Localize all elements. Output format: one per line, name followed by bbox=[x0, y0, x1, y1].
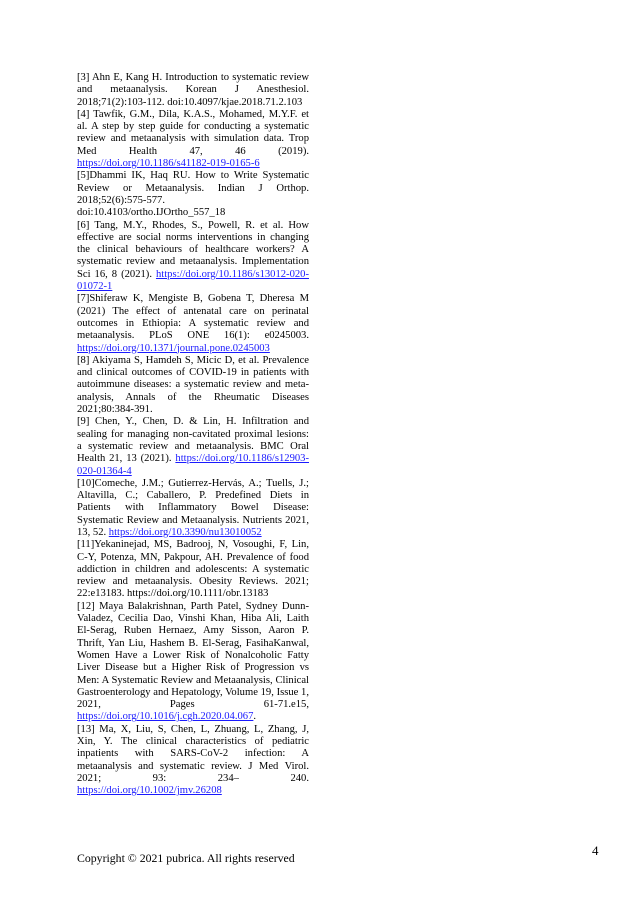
reference-text: [12] Maya Balakrishnan, Parth Patel, Sydney Dunn-Valadez, Cecilia Dao, Vinshi Khan, Hiba Ali, Laith El-Serag, Ruben Hernaez, Amy Sisson, Aaron P. Thrift, Yan Liu, Hashem B. El-Serag, FasihaKanwal, Women Have a Lower Risk of Nonalcoholic Fatty Liver Disease but a Higher Risk of Progression vs Men: A Systematic Review and Metaanalysis, Clinical Gastroenterology and Hepatology, Volume 19, Issue 1, 2021, Pages 61-71.e15, bbox=[77, 600, 309, 711]
reference-text: [3] Ahn E, Kang H. Introduction to systematic review and metaanalysis. Korean J Anesthesiol. 2018;71(2):103-112. doi:10.4097/kjae.2018.71.2.103 bbox=[77, 72, 309, 108]
reference-5 bbox=[77, 170, 309, 219]
doi-link[interactable]: https://doi.org/10.1016/j.cgh.2020.04.067 bbox=[77, 711, 254, 723]
reference-13 bbox=[77, 724, 309, 798]
reference-text: [11]Yekaninejad, MS, Badrooj, N, Vosoughi, F, Lin, C-Y, Potenza, MN, Pakpour, AH. Prevalence of food addiction in children and adolescents: A systematic review and metaanalysis. Obesity Reviews. 2021; 22:e13183. https://doi.org/10.1111/obr.13183 bbox=[77, 539, 309, 600]
doi-link[interactable]: https://doi.org/10.3390/nu13010052 bbox=[108, 526, 262, 538]
reference-suffix: . bbox=[253, 711, 257, 723]
reference-text: [7]Shiferaw K, Mengiste B, Gobena T, Dheresa M (2021) The effect of antenatal care on perinatal outcomes in Ethiopia: A systematic review and metaanalysis. PLoS ONE 16(1): e0245003. bbox=[77, 293, 309, 342]
reference-10 bbox=[77, 478, 309, 539]
doi-link[interactable]: https://doi.org/10.1186/s13012-020-01072-1 bbox=[77, 268, 309, 293]
reference-3 bbox=[77, 72, 309, 109]
reference-6 bbox=[77, 220, 309, 294]
reference-text: [4] Tawfik, G.M., Dila, K.A.S., Mohamed, M.Y.F. et al. A step by step guide for conducting a systematic review and metaanalysis with simulation data. Trop Med Health 47, 46 (2019). bbox=[77, 108, 309, 157]
reference-4 bbox=[77, 109, 309, 170]
reference-7 bbox=[77, 293, 309, 354]
reference-list bbox=[77, 72, 309, 798]
reference-11 bbox=[77, 539, 309, 600]
reference-12 bbox=[77, 601, 309, 724]
doi-link[interactable]: https://doi.org/10.1186/s12903-020-01364-4 bbox=[77, 453, 309, 477]
reference-text: [9] Chen, Y., Chen, D. & Lin, H. Infiltration and sealing for managing non-cavitated proximal lesions: a systematic review and metaanalysis. BMC Oral Health 21, 13 (2021). bbox=[77, 416, 309, 465]
reference-text: [5]Dhammi IK, Haq RU. How to Write Systematic Review or Metaanalysis. Indian J Orthop. 2018;52(6):575-577. doi:10.4103/ortho.IJOrtho_557_18 bbox=[77, 170, 309, 219]
doi-link[interactable]: https://doi.org/10.1186/s41182-019-0165-6 bbox=[77, 158, 260, 170]
page-number: 4 bbox=[592, 843, 599, 858]
reference-text: [6] Tang, M.Y., Rhodes, S., Powell, R. et al. How effective are social norms interventions in changing the clinical behaviours of healthcare workers? A systematic review and metaanalysis. Implementation Sci 16, 8 (2021). bbox=[77, 219, 309, 280]
doi-link[interactable]: https://doi.org/10.1371/journal.pone.0245003 bbox=[77, 342, 270, 354]
doi-link[interactable]: https://doi.org/10.1002/jmv.26208 bbox=[77, 785, 222, 797]
reference-8 bbox=[77, 355, 309, 416]
reference-9 bbox=[77, 416, 309, 477]
copyright-footer: Copyright © 2021 pubrica. All rights reserved bbox=[77, 851, 295, 865]
reference-text: [10]Comeche, J.M.; Gutierrez-Hervás, A.; Tuells, J.; Altavilla, C.; Caballero, P. Predefined Diets in Patients with Inflammatory Bowel Disease: Systematic Review and Metaanalysis. Nutrients 2021, 13, 52. bbox=[77, 477, 309, 538]
reference-text: [13] Ma, X, Liu, S, Chen, L, Zhuang, L, Zhang, J, Xin, Y. The clinical characteristics of pediatric inpatients with SARS-CoV-2 infection: A metaanalysis and systematic review. J Med Virol. 2021; 93: 234– 240. bbox=[77, 723, 309, 784]
reference-text: [8] Akiyama S, Hamdeh S, Micic D, et al. Prevalence and clinical outcomes of COVID-19 in patients with autoimmune diseases: a systematic review and meta-analysis, Annals of the Rheumatic Diseases 2021;80:384-391. bbox=[77, 354, 309, 416]
